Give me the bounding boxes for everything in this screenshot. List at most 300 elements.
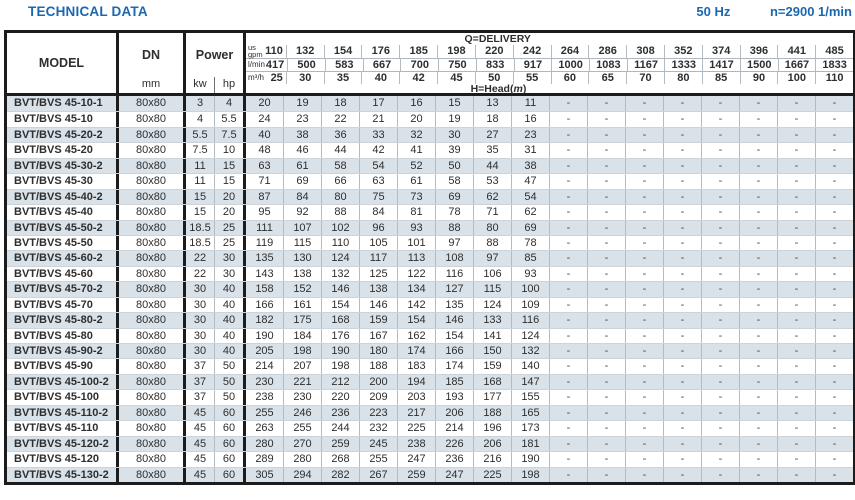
dn-cell: 80x80 [116,298,183,312]
head-values [243,96,853,111]
head-cell: 150 [473,344,511,358]
m3h-row [246,71,853,84]
head-cell: - [587,112,625,126]
head-cell: 53 [473,174,511,188]
delivery-header-cell: 30 [286,72,324,84]
head-cell: 166 [435,344,473,358]
head-values [243,437,853,451]
head-cell: - [777,406,815,420]
head-values [243,406,853,420]
kw-cell: 18.5 [183,236,214,250]
head-values [243,221,853,235]
head-cell: - [625,313,663,327]
head-cell: 255 [359,452,397,466]
head-cell: 80 [321,190,359,204]
head-cell: 96 [359,221,397,235]
head-cell: - [549,421,587,435]
head-cell: 207 [283,359,321,373]
head-cell: - [701,375,739,389]
delivery-header [243,33,853,93]
hp-cell: 40 [214,313,243,327]
head-cell: - [777,174,815,188]
head-cell: 17 [359,96,397,111]
head-cell: - [777,298,815,312]
head-cell: 117 [359,251,397,265]
head-cell: - [739,190,777,204]
head-cell: 116 [435,267,473,281]
head-cell: 30 [435,128,473,142]
head-values [243,359,853,373]
head-cell: 24 [258,113,271,126]
head-cell: 255 [283,421,321,435]
head-cell: - [701,344,739,358]
head-cell: 75 [359,190,397,204]
table-row [7,142,853,157]
dn-cell: 80x80 [116,437,183,451]
model-cell: BVT/BVS 45-40 [14,206,93,219]
table-row [7,389,853,404]
delivery-header-cell: 1500 [740,59,778,71]
hp-cell: 40 [214,329,243,343]
delivery-header-cell: 50 [475,72,513,84]
head-values [243,251,853,265]
head-cell: - [739,251,777,265]
head-cell: - [587,298,625,312]
hp-cell: 10 [214,143,243,157]
head-cell: 244 [321,421,359,435]
head-cell: - [739,406,777,420]
head-cell: - [815,375,853,389]
head-cell: - [587,406,625,420]
head-cell: 132 [321,267,359,281]
head-cell: - [739,159,777,173]
head-cell: 71 [258,175,271,188]
dn-cell: 80x80 [116,236,183,250]
head-cell: 66 [321,174,359,188]
head-cell: - [663,282,701,296]
head-cell: - [777,221,815,235]
head-cell: - [739,421,777,435]
kw-cell: 45 [183,437,214,451]
hp-cell: 7.5 [214,128,243,142]
head-cell: - [739,236,777,250]
head-cell: 31 [511,143,549,157]
head-cell: - [663,359,701,373]
head-cell: - [625,406,663,420]
head-cell: 167 [359,329,397,343]
head-cell: 39 [435,143,473,157]
head-cell: - [663,236,701,250]
head-cell: - [663,421,701,435]
head-cell: - [777,112,815,126]
model-cell: BVT/BVS 45-30-2 [14,159,103,172]
head-cell: - [815,452,853,466]
head-cell: 105 [359,236,397,250]
head-cell: 259 [321,437,359,451]
head-cell: - [549,375,587,389]
head-cell: 20 [397,112,435,126]
dn-cell: 80x80 [116,112,183,126]
head-cell: 225 [397,421,435,435]
head-cell: 13 [473,96,511,111]
head-cell: 36 [321,128,359,142]
table-body [7,96,853,482]
head-cell: - [777,251,815,265]
head-cell: - [701,205,739,219]
gpm-row [246,45,853,58]
head-cell: 100 [511,282,549,296]
table-row [7,158,853,173]
head-values [243,298,853,312]
delivery-header-cell [246,59,287,71]
head-cell: - [815,344,853,358]
head-values [243,267,853,281]
head-cell: - [549,452,587,466]
delivery-value: 25 [270,72,283,84]
head-cell: - [587,251,625,265]
power-column-header [183,33,243,93]
head-cell: - [777,205,815,219]
model-cell: BVT/BVS 45-30 [14,175,93,188]
head-cell: - [739,437,777,451]
kw-cell: 22 [183,251,214,265]
delivery-header-cell: 485 [815,45,853,58]
head-cell: 115 [283,236,321,250]
head-cell: 38 [511,159,549,173]
delivery-header-cell: 70 [626,72,664,84]
head-cell: - [625,344,663,358]
head-cell: - [663,406,701,420]
head-cell: - [777,390,815,404]
head-cell: 46 [283,143,321,157]
head-cell: 69 [283,174,321,188]
head-cell: 62 [473,190,511,204]
head-cell: 19 [435,112,473,126]
head-cell: - [701,159,739,173]
delivery-header-cell: 35 [324,72,362,84]
head-cell: - [739,329,777,343]
table-row [7,235,853,250]
kw-cell: 15 [183,190,214,204]
kw-cell: 4 [183,112,214,126]
head-cell: - [815,359,853,373]
model-cell: BVT/BVS 45-60 [14,267,93,280]
head-cell: 138 [283,267,321,281]
flow-unit-label: l/min [248,60,265,69]
head-cell: - [587,174,625,188]
head-values [243,236,853,250]
delivery-header-cell: 65 [588,72,626,84]
head-cell: 198 [283,344,321,358]
head-cell: 16 [397,96,435,111]
head-cell: 101 [397,236,435,250]
head-cell: - [625,251,663,265]
table-row [7,250,853,265]
head-cell: - [549,221,587,235]
head-cell: - [625,112,663,126]
head-cell: 223 [359,406,397,420]
kw-cell: 45 [183,452,214,466]
delivery-header-cell: 308 [626,45,664,58]
head-cell: - [587,437,625,451]
head-values [243,128,853,142]
head-cell: - [587,190,625,204]
head-cell: - [587,344,625,358]
head-cell: - [815,174,853,188]
head-cell: 125 [359,267,397,281]
head-cell: 110 [321,236,359,250]
table-row [7,96,853,111]
delivery-header-cell: 441 [777,45,815,58]
head-cell: 166 [255,298,274,311]
dn-cell: 80x80 [116,159,183,173]
table-row [7,374,853,389]
delivery-header-cell: 1833 [815,59,853,71]
head-cell: - [549,313,587,327]
head-values [243,159,853,173]
head-cell: - [739,375,777,389]
head-cell: - [815,96,853,111]
head-cell: 230 [283,390,321,404]
head-unit-label [471,84,527,95]
head-cell: 135 [255,252,274,265]
delivery-header-cell: 667 [363,59,401,71]
delivery-header-cell: 176 [361,45,399,58]
head-cell: 48 [258,144,271,157]
head-cell: 263 [255,422,274,435]
head-cell: - [625,174,663,188]
head-cell: - [777,313,815,327]
head-cell: - [625,159,663,173]
head-cell: 127 [435,282,473,296]
head-cell: 22 [321,112,359,126]
head-cell: - [549,298,587,312]
head-cell: 221 [283,375,321,389]
dn-cell: 80x80 [116,421,183,435]
head-cell: - [625,452,663,466]
delivery-header-cell: 220 [475,45,513,58]
head-values [243,143,853,157]
dn-cell: 80x80 [116,251,183,265]
dn-cell: 80x80 [116,205,183,219]
head-cell: - [663,96,701,111]
head-cell: 42 [359,143,397,157]
dn-cell: 80x80 [116,313,183,327]
delivery-header-cell: 90 [740,72,778,84]
head-label-post: ) [522,83,527,95]
head-cell: - [587,359,625,373]
power-unit-labels [186,77,243,93]
head-cell: - [777,96,815,111]
delivery-value: 417 [265,59,285,71]
dn-cell: 80x80 [116,143,183,157]
head-cell: - [815,251,853,265]
head-cell: 54 [359,159,397,173]
head-cell: - [663,190,701,204]
head-cell: 161 [283,298,321,312]
head-cell: 138 [359,282,397,296]
table-row [7,343,853,358]
head-cell: - [815,329,853,343]
model-cell: BVT/BVS 45-10-1 [14,97,103,109]
head-cell: 152 [283,282,321,296]
head-cell: 214 [435,421,473,435]
dn-cell: 80x80 [116,128,183,142]
table-row [7,312,853,327]
head-cell: - [587,421,625,435]
head-cell: 134 [397,282,435,296]
table-row [7,127,853,142]
head-cell: 289 [255,453,274,466]
dn-cell: 80x80 [116,329,183,343]
hp-cell: 50 [214,390,243,404]
head-cell: 159 [473,359,511,373]
head-cell: 200 [359,375,397,389]
head-values [243,313,853,327]
head-cell: - [701,190,739,204]
head-cell: 190 [255,329,274,342]
head-cell: - [663,174,701,188]
head-cell: 44 [321,143,359,157]
head-cell: 18 [473,112,511,126]
model-cell: BVT/BVS 45-100-2 [14,375,109,388]
head-cell: 196 [473,421,511,435]
delivery-header-cell: 80 [664,72,702,84]
head-cell: 88 [473,236,511,250]
head-cell: 44 [473,159,511,173]
hp-cell: 5.5 [214,112,243,126]
model-cell: BVT/BVS 45-10 [14,113,93,126]
head-cell: 47 [511,174,549,188]
head-cell: - [625,96,663,111]
head-cell: - [625,468,663,482]
head-cell: 194 [397,375,435,389]
head-cell: 41 [397,143,435,157]
dn-cell: 80x80 [116,174,183,188]
head-cell: - [663,390,701,404]
head-cell: - [549,468,587,482]
head-cell: 147 [511,375,549,389]
kw-cell: 15 [183,205,214,219]
head-cell: - [663,112,701,126]
head-cell: - [701,406,739,420]
head-cell: 73 [397,190,435,204]
delivery-header-cell: 1000 [551,59,589,71]
head-cell: 71 [473,205,511,219]
head-cell: 255 [255,406,274,419]
head-cell: - [587,267,625,281]
head-cell: - [815,390,853,404]
head-cell: - [625,421,663,435]
head-cell: 140 [511,359,549,373]
head-cell: - [777,359,815,373]
head-cell: - [777,143,815,157]
head-cell: - [777,128,815,142]
head-cell: 21 [359,112,397,126]
head-cell: - [815,205,853,219]
head-cell: - [777,437,815,451]
head-cell: - [625,282,663,296]
head-cell: - [739,452,777,466]
head-cell: 238 [397,437,435,451]
kw-cell: 45 [183,406,214,420]
head-cell: 32 [397,128,435,142]
head-cell: - [663,344,701,358]
head-cell: 247 [397,452,435,466]
head-cell: 267 [359,468,397,482]
head-cell: - [701,143,739,157]
head-cell: - [701,421,739,435]
head-cell: - [549,96,587,111]
frequency-label: 50 Hz [696,4,731,19]
model-cell: BVT/BVS 45-80 [14,329,93,342]
head-cell: - [663,437,701,451]
head-cell: - [777,236,815,250]
head-cell: - [777,282,815,296]
dn-cell: 80x80 [116,344,183,358]
head-cell: - [739,221,777,235]
head-cell: - [701,174,739,188]
head-cell: 238 [255,391,274,404]
head-cell: 282 [321,468,359,482]
head-cell: - [587,313,625,327]
head-cell: 107 [283,221,321,235]
hp-cell: 40 [214,282,243,296]
head-cell: 52 [397,159,435,173]
hp-cell: 60 [214,452,243,466]
head-cell: 92 [283,205,321,219]
delivery-header-cell: 45 [437,72,475,84]
head-cell: 247 [435,468,473,482]
head-values [243,452,853,466]
head-cell: 115 [473,282,511,296]
head-cell: 88 [321,205,359,219]
head-cell: 11 [511,96,549,111]
hp-cell: 60 [214,406,243,420]
head-cell: 181 [511,437,549,451]
hp-cell: 40 [214,298,243,312]
head-cell: - [549,236,587,250]
head-cell: - [739,143,777,157]
head-cell: 97 [435,236,473,250]
head-cell: - [663,128,701,142]
head-cell: - [739,298,777,312]
delivery-header-cell: 583 [325,59,363,71]
table-row [7,420,853,435]
head-cell: - [739,282,777,296]
head-cell: 280 [255,437,274,450]
head-cell: - [815,468,853,482]
hp-cell: 25 [214,236,243,250]
head-cell: - [549,359,587,373]
head-cell: 58 [435,174,473,188]
head-cell: 95 [258,206,271,219]
head-cell: 232 [359,421,397,435]
head-cell: - [549,344,587,358]
head-cell: - [777,421,815,435]
model-cell: BVT/BVS 45-40-2 [14,190,103,203]
hp-cell: 50 [214,375,243,389]
head-cell: - [625,437,663,451]
table-row [7,436,853,451]
head-cell: - [739,344,777,358]
kw-cell: 30 [183,313,214,327]
head-cell: 203 [397,390,435,404]
head-cell: - [739,128,777,142]
table-header [7,33,853,96]
table-row [7,328,853,343]
delivery-header-cell: 1417 [702,59,740,71]
